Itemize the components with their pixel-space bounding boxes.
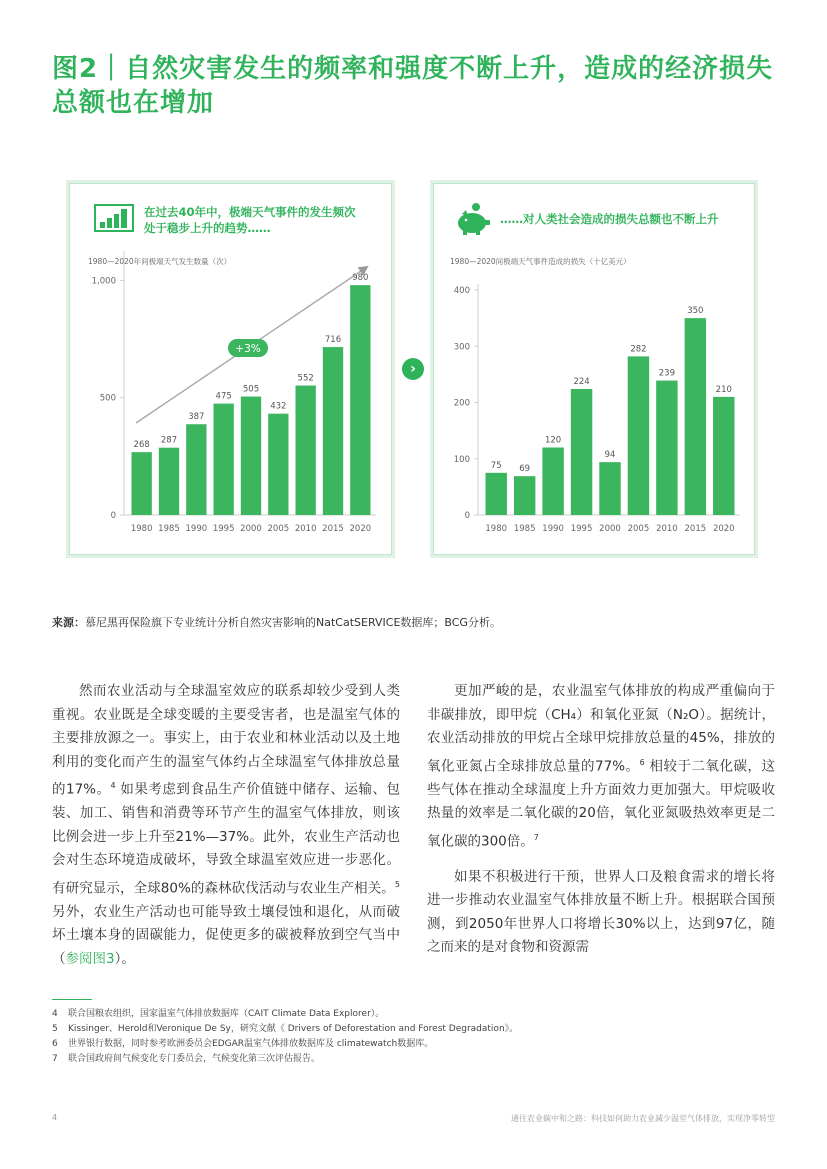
running-title: 通往农业碳中和之路：科技如何助力农业减少温室气体排放，实现净零转型	[511, 1114, 775, 1123]
bar	[685, 318, 706, 515]
footnote-item	[52, 1022, 518, 1037]
footnote-text: 世界银行数据，同时参考欧洲委员会EDGAR温室气体排放数据库及 climatewatch数据库。	[68, 1039, 434, 1049]
y-tick-label: 1,000	[91, 276, 116, 287]
body-column-left	[52, 680, 400, 983]
bar-value-label: 210	[715, 384, 732, 395]
figure-cross-reference-link[interactable]: 参阅图3	[65, 950, 115, 967]
events-bar-chart	[70, 184, 391, 554]
y-tick-label: 400	[453, 286, 470, 296]
losses-bar-chart	[434, 184, 754, 554]
footnote-number: 7	[52, 1054, 58, 1064]
y-tick-label: 0	[110, 511, 116, 521]
body-paragraph	[52, 680, 400, 971]
events-headline-line1: 在过去40年中，极端天气事件的发生频次	[144, 205, 356, 219]
losses-chart-panel	[433, 183, 755, 555]
page-number: 4	[52, 1113, 58, 1122]
bar-value-label: 282	[630, 344, 647, 355]
bar-value-label: 716	[324, 335, 342, 346]
footnote-item	[52, 1007, 518, 1022]
footnote-item	[52, 1037, 518, 1052]
figure-title: 图2｜自然灾害发生的频率和强度不断上升，造成的经济损失总额也在增加	[52, 54, 774, 118]
bar	[514, 476, 535, 515]
x-tick-label: 2005	[627, 524, 650, 534]
bar	[486, 473, 507, 515]
footnote-ref[interactable]: 7	[533, 832, 539, 842]
y-tick-label: 300	[453, 342, 470, 353]
losses-headline: ……对人类社会造成的损失总额也不断上升	[500, 212, 719, 226]
bar	[132, 452, 152, 515]
x-tick-label: 1995	[570, 524, 593, 534]
losses-chart-subtitle: 1980—2020间极端天气事件造成的损失（十亿美元）	[450, 257, 631, 266]
bar-value-label: 350	[687, 306, 704, 317]
bar-value-label: 69	[519, 464, 531, 475]
x-tick-label: 2020	[712, 524, 735, 534]
body-paragraph: 如果不积极进行干预，世界人口及粮食需求的增长将进一步推动农业温室气体排放量不断上升。根据联合国预测，到2050年世界人口将增长30%以上，达到97亿，随之而来的是对食物和资源需	[427, 868, 775, 955]
bar-value-label: 120	[544, 435, 562, 446]
x-tick-label: 1980	[485, 524, 508, 534]
footnote-text: Kissinger、Herold和Veronique De Sy，研究文献《 Drivers of Deforestation and Forest Degradation》。	[68, 1024, 519, 1034]
x-tick-label: 1990	[542, 524, 564, 534]
y-tick-label: 0	[464, 511, 470, 521]
trend-badge-label: +3%	[235, 343, 261, 355]
bar-value-label: 980	[352, 273, 369, 284]
x-tick-label: 1995	[212, 524, 235, 534]
bar	[296, 386, 316, 515]
footnote-ref[interactable]: 5	[394, 879, 400, 889]
bar	[214, 404, 234, 515]
chevron-right-icon: ›	[402, 358, 424, 380]
bar-value-label: 268	[133, 440, 150, 451]
x-tick-label: 1990	[185, 524, 208, 534]
body-text: 更加严峻的是，农业温室气体排放的构成严重偏向于非碳排放，即甲烷（CH₄）和氧化亚氮（N₂O）。据统计，农业活动排放的甲烷占全球甲烷排放总量的45%，排放的氧化亚氮占全球排放总量的77%。	[427, 683, 775, 774]
x-tick-label: 1985	[158, 524, 180, 534]
y-tick-label: 100	[453, 454, 470, 465]
x-tick-label: 2015	[684, 524, 707, 534]
bar	[350, 285, 370, 515]
x-tick-label: 2020	[349, 524, 372, 534]
bar-value-label: 475	[215, 391, 232, 402]
bar-value-label: 505	[242, 384, 260, 395]
events-chart-panel	[69, 183, 392, 555]
bar	[656, 381, 677, 515]
footnote-number: 6	[52, 1039, 58, 1049]
body-column-right	[427, 680, 775, 972]
body-text: ）。	[114, 950, 135, 967]
body-paragraph	[427, 680, 775, 854]
footnote-text: 联合国粮农组织，国家温室气体排放数据库（CAIT Climate Data Explorer）。	[68, 1009, 385, 1019]
footnote-item	[52, 1052, 518, 1067]
bar	[713, 397, 734, 515]
footnotes	[52, 1007, 518, 1067]
bar	[159, 448, 179, 515]
events-chart-subtitle: 1980—2020年间极端天气发生数量（次）	[88, 257, 232, 266]
bar-value-label: 552	[297, 373, 314, 384]
bar	[268, 414, 288, 515]
footnote-text: 联合国政府间气候变化专门委员会，气候变化第三次评估报告。	[68, 1054, 321, 1064]
bar-value-label: 224	[573, 377, 590, 387]
x-tick-label: 1985	[513, 524, 536, 534]
footnote-ref[interactable]: 6	[639, 757, 645, 767]
bar-value-label: 75	[490, 460, 502, 471]
x-tick-label: 2005	[267, 524, 290, 534]
source-label: 来源：	[52, 616, 85, 629]
x-tick-label: 1980	[130, 524, 153, 534]
bar	[542, 448, 563, 516]
body-text: 另外，农业生产活动也可能导致土壤侵蚀和退化，从而破坏土壤本身的固碳能力，促使更多的碳被释放到空气当中（	[52, 903, 400, 967]
bar	[571, 389, 592, 515]
footnote-number: 5	[52, 1024, 58, 1034]
footnote-ref[interactable]: 4	[110, 781, 116, 790]
figure-source	[52, 614, 501, 630]
body-text: 相较于二氧化碳，这些气体在推动全球温度上升方面效力更加强大。甲烷吸收热量的效率是二氧化碳的20倍，氧化亚氮吸热效率更是二氧化碳的300倍。	[427, 758, 775, 849]
bar-value-label: 239	[658, 368, 676, 379]
x-tick-label: 2010	[294, 524, 317, 534]
bar	[599, 462, 620, 515]
footnote-divider	[52, 999, 92, 1000]
events-headline-line2: 处于稳步上升的趋势……	[144, 221, 271, 235]
bar-value-label: 287	[160, 435, 178, 446]
x-tick-label: 2000	[240, 524, 262, 534]
bar	[628, 356, 649, 515]
bar-value-label: 94	[604, 450, 616, 461]
bar	[241, 397, 261, 515]
source-text: 慕尼黑再保险旗下专业统计分析自然灾害影响的NatCatSERVICE数据库；BCG分析。	[85, 616, 501, 629]
y-tick-label: 500	[99, 393, 116, 404]
body-text: 如果考虑到食品生产价值链中储存、运输、包装、加工、销售和消费等环节产生的温室气体排放，则该比例会进一步上升至21%—37%。此外，农业生产活动也会对生态环境造成破坏，导致全球温室效应进一步恶化。有研究显示，全球80%的森林砍伐活动与农业生产相关。	[52, 781, 400, 896]
footnote-number: 4	[52, 1009, 58, 1019]
y-tick-label: 200	[453, 398, 470, 409]
bar	[323, 347, 343, 515]
x-tick-label: 2015	[322, 524, 344, 534]
bar-value-label: 432	[270, 401, 287, 412]
x-tick-label: 2000	[599, 524, 621, 534]
bar-value-label: 387	[188, 412, 205, 423]
bar	[186, 424, 206, 515]
x-tick-label: 2010	[656, 524, 678, 534]
body-text: 然而农业活动与全球温室效应的联系却较少受到人类重视。农业既是全球变暖的主要受害者，也是温室气体的主要排放源之一。事实上，由于农业和林业活动以及土地利用的变化而产生的温室气体约占全球温室气体排放总量的17%。	[52, 683, 400, 798]
